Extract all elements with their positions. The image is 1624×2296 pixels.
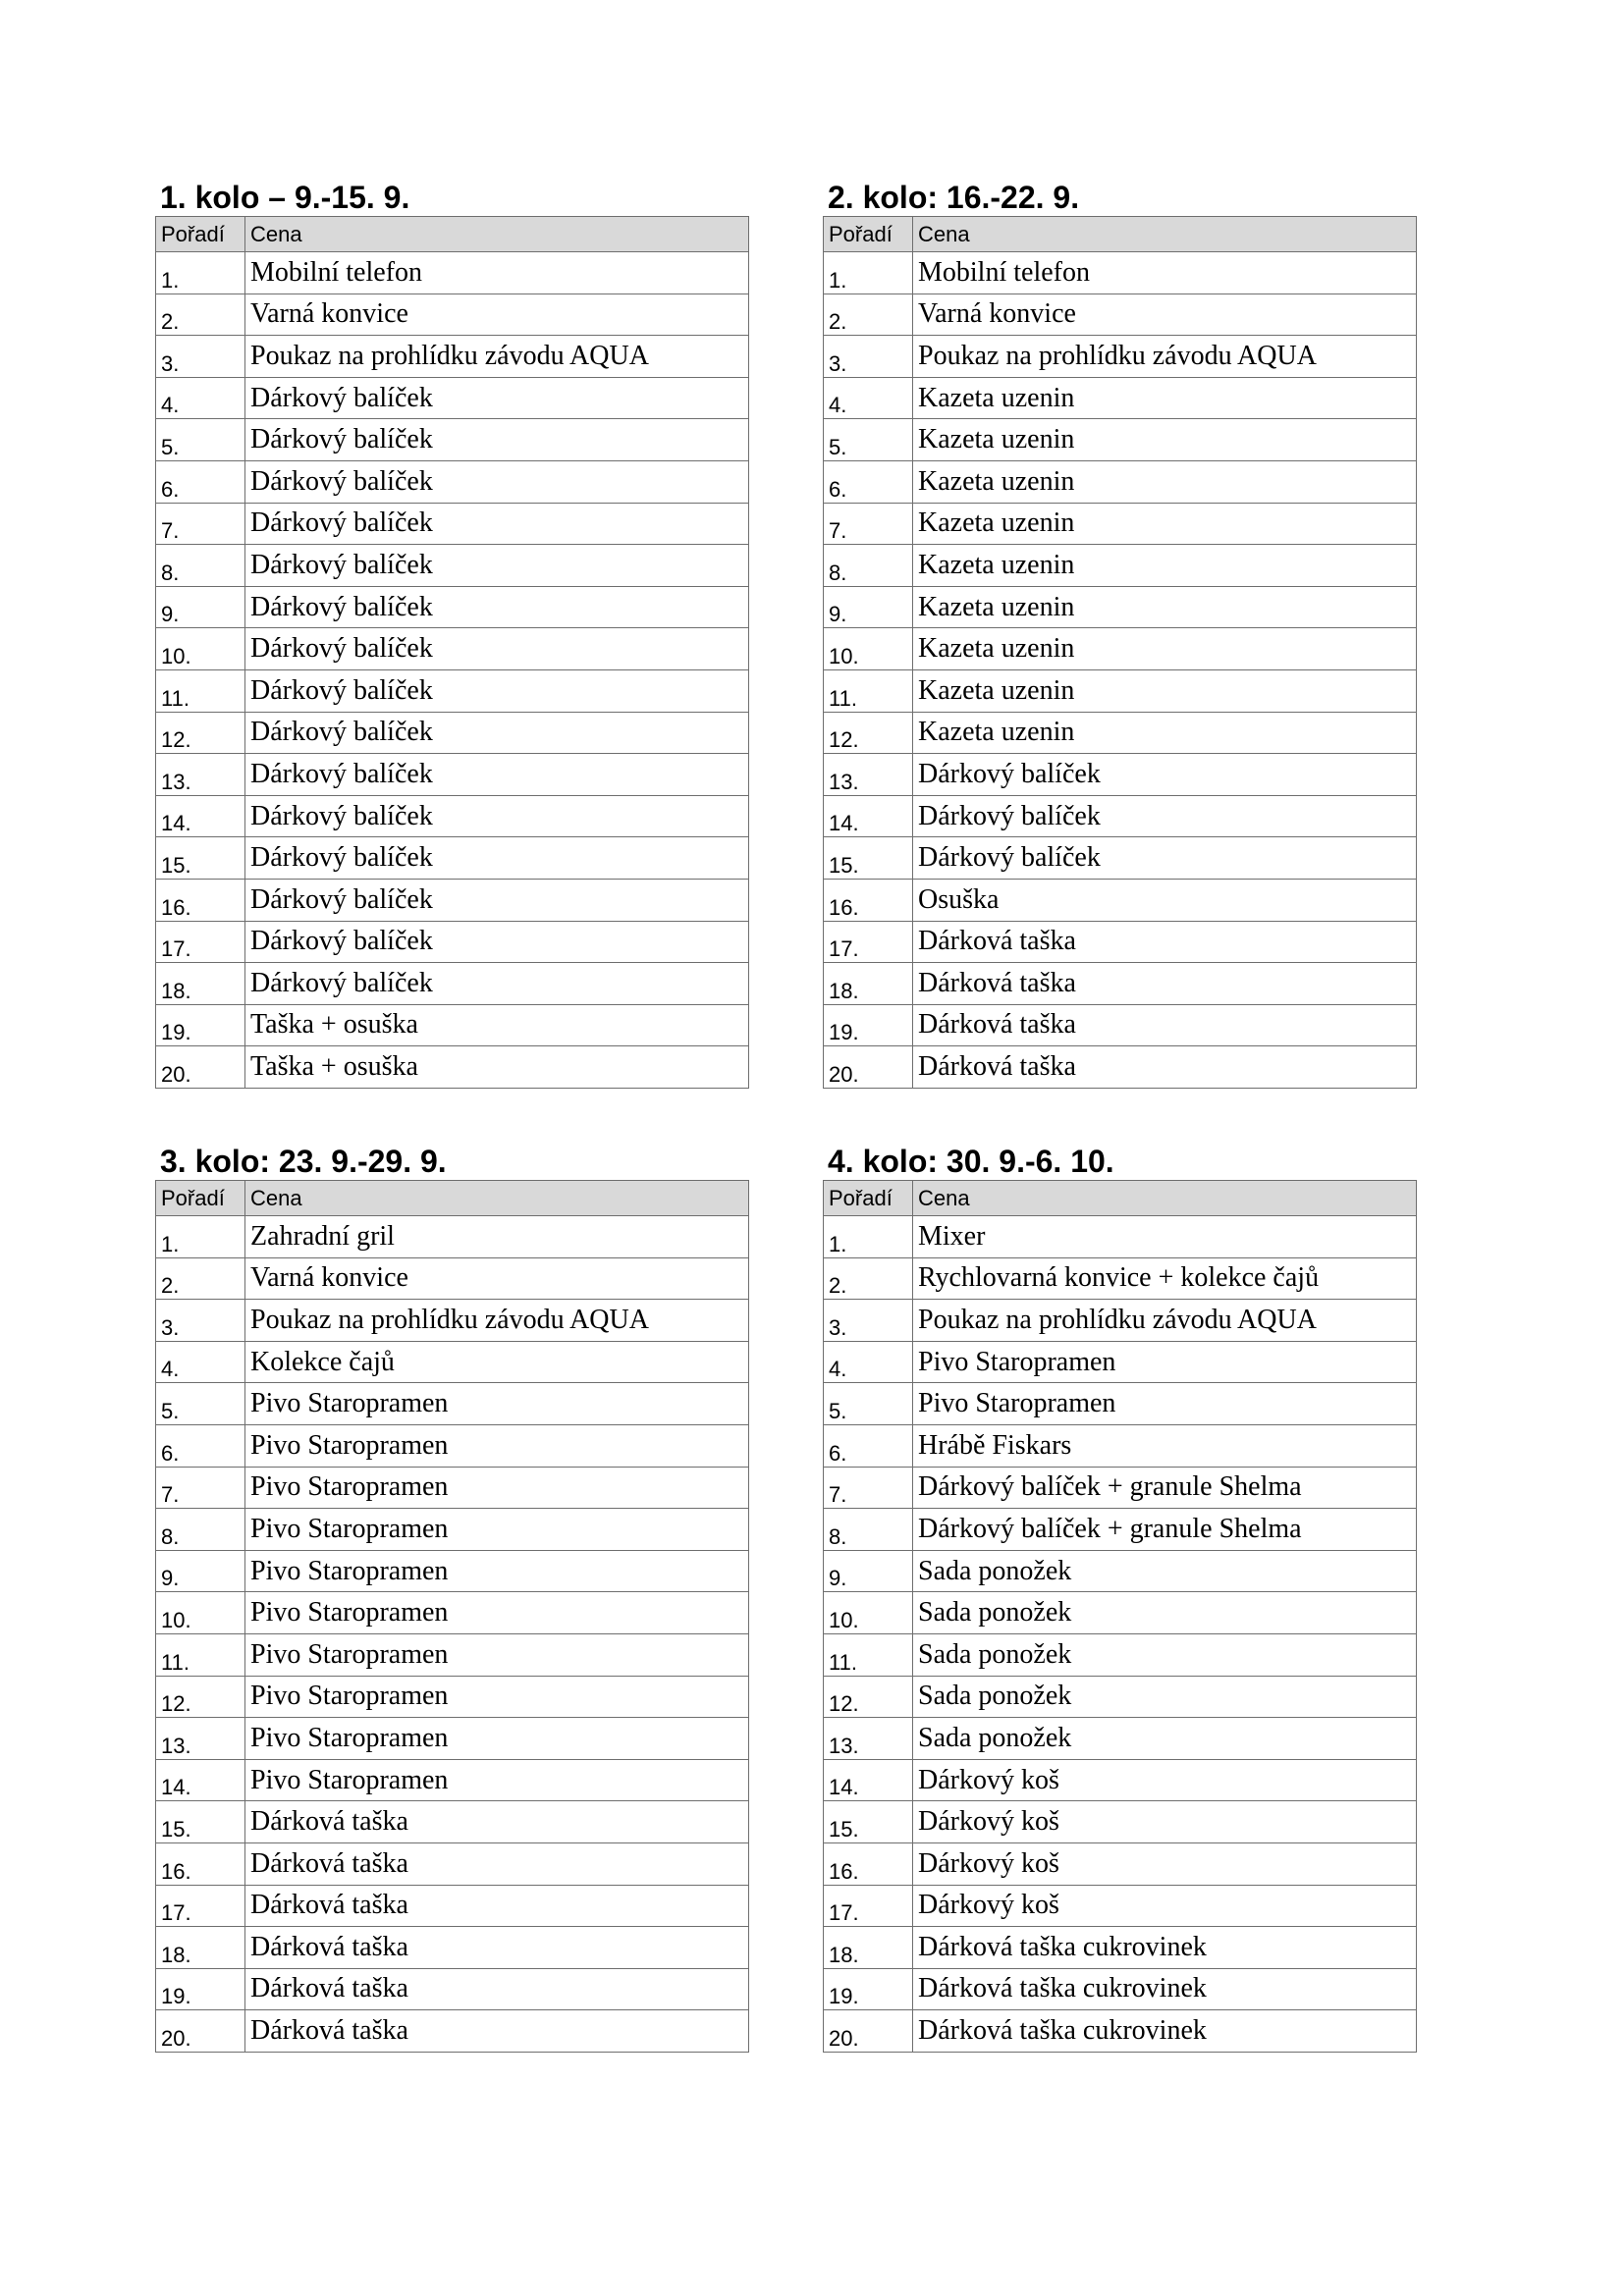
rank-cell: 7. (156, 503, 245, 545)
rank-cell: 12. (156, 1676, 245, 1718)
table-row (824, 1842, 1417, 1885)
round-4-table (823, 1180, 1417, 2053)
rank-cell: 13. (156, 1718, 245, 1760)
table-row (156, 1801, 749, 1843)
rank-cell: 2. (824, 1257, 913, 1300)
table-row (156, 712, 749, 754)
table-row (824, 419, 1417, 461)
prize-cell: Dárkový balíček (245, 419, 749, 461)
rank-column-header: Pořadí (824, 217, 913, 252)
table-header-row (156, 217, 749, 252)
rank-cell: 8. (824, 1509, 913, 1551)
rank-cell: 3. (824, 1300, 913, 1342)
rank-cell: 17. (156, 1885, 245, 1927)
table-row (156, 754, 749, 796)
table-row (156, 503, 749, 545)
rank-cell: 20. (156, 1046, 245, 1089)
prize-cell: Pivo Staropramen (245, 1550, 749, 1592)
table-row (824, 963, 1417, 1005)
prize-cell: Dárkový balíček (245, 879, 749, 921)
prize-cell: Pivo Staropramen (245, 1759, 749, 1801)
prize-cell: Mobilní telefon (913, 252, 1417, 294)
prize-cell: Dárkový koš (913, 1885, 1417, 1927)
prize-cell: Poukaz na prohlídku závodu AQUA (913, 1300, 1417, 1342)
prize-cell: Dárková taška (245, 1842, 749, 1885)
table-row (156, 419, 749, 461)
round-2-table (823, 216, 1417, 1089)
table-row (824, 586, 1417, 628)
prize-cell: Pivo Staropramen (245, 1509, 749, 1551)
prize-cell: Kazeta uzenin (913, 628, 1417, 670)
table-row (156, 879, 749, 921)
prize-cell: Varná konvice (245, 294, 749, 336)
prize-cell: Varná konvice (245, 1257, 749, 1300)
table-row (824, 879, 1417, 921)
prize-cell: Pivo Staropramen (245, 1592, 749, 1634)
rank-cell: 2. (824, 294, 913, 336)
table-row (156, 252, 749, 294)
prize-cell: Sada ponožek (913, 1550, 1417, 1592)
rank-cell: 13. (156, 754, 245, 796)
round-4-title: 4. kolo: 30. 9.-6. 10. (828, 1144, 1114, 1179)
table-row (824, 252, 1417, 294)
prize-cell: Kazeta uzenin (913, 545, 1417, 587)
prize-cell: Dárkový koš (913, 1842, 1417, 1885)
rank-cell: 18. (156, 1927, 245, 1969)
table-row (156, 1592, 749, 1634)
table-row (824, 1550, 1417, 1592)
round-1-title: 1. kolo – 9.-15. 9. (160, 180, 410, 215)
prize-column-header: Cena (913, 217, 1417, 252)
table-row (156, 1842, 749, 1885)
rank-cell: 11. (156, 1633, 245, 1676)
rank-cell: 16. (824, 879, 913, 921)
rank-cell: 3. (156, 1300, 245, 1342)
prize-cell: Pivo Staropramen (913, 1383, 1417, 1425)
table-row (156, 1885, 749, 1927)
table-row (156, 837, 749, 880)
prize-cell: Dárkový balíček + granule Shelma (913, 1467, 1417, 1509)
rank-cell: 7. (824, 503, 913, 545)
rank-cell: 5. (824, 1383, 913, 1425)
round-1-table (155, 216, 749, 1089)
table-row (824, 1676, 1417, 1718)
rank-cell: 15. (156, 1801, 245, 1843)
prize-cell: Sada ponožek (913, 1633, 1417, 1676)
round-2-title: 2. kolo: 16.-22. 9. (828, 180, 1080, 215)
round-2-block (823, 179, 1416, 1089)
prize-cell: Dárkový balíček (245, 377, 749, 419)
table-row (156, 336, 749, 378)
prize-cell: Varná konvice (913, 294, 1417, 336)
rank-cell: 18. (824, 963, 913, 1005)
table-row (824, 1592, 1417, 1634)
prize-cell: Zahradní gril (245, 1216, 749, 1258)
prize-cell: Pivo Staropramen (245, 1676, 749, 1718)
table-row (824, 795, 1417, 837)
rank-cell: 11. (824, 669, 913, 712)
table-row (824, 460, 1417, 503)
prize-cell: Dárkový balíček (245, 837, 749, 880)
rank-cell: 7. (156, 1467, 245, 1509)
table-row (156, 2010, 749, 2053)
rank-cell: 12. (156, 712, 245, 754)
rank-cell: 12. (824, 1676, 913, 1718)
rank-cell: 6. (156, 1424, 245, 1467)
prize-cell: Dárkový balíček (913, 837, 1417, 880)
table-row (156, 795, 749, 837)
rank-cell: 10. (824, 1592, 913, 1634)
table-header-row (156, 1181, 749, 1216)
table-row (156, 1927, 749, 1969)
table-row (156, 1718, 749, 1760)
rank-cell: 5. (156, 1383, 245, 1425)
rank-column-header: Pořadí (156, 217, 245, 252)
table-row (824, 1004, 1417, 1046)
round-1-block (155, 179, 748, 1089)
table-row (156, 1300, 749, 1342)
round-3-title: 3. kolo: 23. 9.-29. 9. (160, 1144, 447, 1179)
round-3-table (155, 1180, 749, 2053)
rank-cell: 15. (824, 837, 913, 880)
prize-cell: Kazeta uzenin (913, 586, 1417, 628)
table-row (824, 1927, 1417, 1969)
table-row (824, 1759, 1417, 1801)
prize-cell: Dárkový balíček (245, 712, 749, 754)
table-row (824, 2010, 1417, 2053)
prize-cell: Kazeta uzenin (913, 419, 1417, 461)
table-row (156, 1633, 749, 1676)
prize-cell: Kazeta uzenin (913, 460, 1417, 503)
rank-cell: 17. (824, 1885, 913, 1927)
rank-cell: 18. (824, 1927, 913, 1969)
table-row (824, 1341, 1417, 1383)
rank-cell: 7. (824, 1467, 913, 1509)
table-row (824, 669, 1417, 712)
prize-cell: Dárkový balíček (245, 669, 749, 712)
table-row (824, 1424, 1417, 1467)
rank-cell: 8. (156, 545, 245, 587)
table-row (824, 712, 1417, 754)
prize-cell: Dárkový balíček (913, 795, 1417, 837)
prize-cell: Dárková taška (245, 1968, 749, 2010)
prize-cell: Dárkový balíček (245, 795, 749, 837)
rank-cell: 13. (824, 754, 913, 796)
table-row (156, 377, 749, 419)
rank-cell: 15. (156, 837, 245, 880)
prize-cell: Dárkový balíček (245, 545, 749, 587)
table-row (824, 1046, 1417, 1089)
rank-cell: 2. (156, 1257, 245, 1300)
table-row (156, 1004, 749, 1046)
rank-cell: 1. (156, 252, 245, 294)
prize-column-header: Cena (245, 1181, 749, 1216)
table-row (156, 460, 749, 503)
table-row (824, 1633, 1417, 1676)
rank-cell: 4. (824, 1341, 913, 1383)
rank-cell: 17. (824, 921, 913, 963)
table-row (156, 1509, 749, 1551)
table-row (824, 294, 1417, 336)
rank-cell: 1. (824, 252, 913, 294)
table-row (824, 1801, 1417, 1843)
prize-cell: Dárkový koš (913, 1759, 1417, 1801)
prize-cell: Hrábě Fiskars (913, 1424, 1417, 1467)
prize-cell: Poukaz na prohlídku závodu AQUA (913, 336, 1417, 378)
table-row (824, 1509, 1417, 1551)
table-row (156, 1759, 749, 1801)
prize-cell: Dárková taška (913, 1004, 1417, 1046)
table-row (156, 545, 749, 587)
table-row (156, 1424, 749, 1467)
table-row (156, 586, 749, 628)
table-row (824, 377, 1417, 419)
table-row (156, 628, 749, 670)
rank-cell: 8. (156, 1509, 245, 1551)
rank-cell: 1. (156, 1216, 245, 1258)
prize-cell: Kazeta uzenin (913, 503, 1417, 545)
prize-cell: Dárkový balíček (245, 586, 749, 628)
table-row (824, 754, 1417, 796)
prize-cell: Dárková taška cukrovinek (913, 2010, 1417, 2053)
rank-cell: 20. (824, 1046, 913, 1089)
rank-cell: 11. (824, 1633, 913, 1676)
table-row (156, 1046, 749, 1089)
prize-cell: Pivo Staropramen (913, 1341, 1417, 1383)
prize-cell: Dárkový balíček (245, 963, 749, 1005)
table-row (824, 1718, 1417, 1760)
table-row (156, 669, 749, 712)
table-row (156, 1676, 749, 1718)
rank-cell: 6. (824, 460, 913, 503)
table-row (824, 1383, 1417, 1425)
prize-cell: Kolekce čajů (245, 1341, 749, 1383)
table-row (156, 1467, 749, 1509)
prize-cell: Sada ponožek (913, 1592, 1417, 1634)
prize-cell: Dárková taška (245, 1927, 749, 1969)
rank-cell: 4. (824, 377, 913, 419)
prize-column-header: Cena (913, 1181, 1417, 1216)
table-header-row (824, 217, 1417, 252)
prize-cell: Dárkový balíček (245, 754, 749, 796)
table-row (156, 294, 749, 336)
prize-cell: Dárková taška (245, 1885, 749, 1927)
rank-cell: 6. (156, 460, 245, 503)
table-row (824, 1968, 1417, 2010)
prize-cell: Dárková taška (245, 1801, 749, 1843)
table-row (824, 1300, 1417, 1342)
rank-cell: 17. (156, 921, 245, 963)
rank-cell: 10. (156, 1592, 245, 1634)
table-row (824, 628, 1417, 670)
rank-column-header: Pořadí (156, 1181, 245, 1216)
table-row (824, 503, 1417, 545)
rank-cell: 12. (824, 712, 913, 754)
rank-cell: 20. (824, 2010, 913, 2053)
round-3-block (155, 1143, 748, 2053)
table-header-row (824, 1181, 1417, 1216)
prize-cell: Mobilní telefon (245, 252, 749, 294)
table-row (156, 1383, 749, 1425)
prize-cell: Pivo Staropramen (245, 1467, 749, 1509)
prize-cell: Taška + osuška (245, 1046, 749, 1089)
rank-cell: 16. (824, 1842, 913, 1885)
table-row (156, 1257, 749, 1300)
rank-cell: 9. (824, 586, 913, 628)
rank-cell: 15. (824, 1801, 913, 1843)
table-row (824, 1257, 1417, 1300)
rank-cell: 19. (156, 1968, 245, 2010)
table-row (156, 921, 749, 963)
table-row (824, 1467, 1417, 1509)
rank-cell: 1. (824, 1216, 913, 1258)
rank-cell: 19. (824, 1968, 913, 2010)
prize-cell: Osuška (913, 879, 1417, 921)
prize-cell: Dárkový balíček (913, 754, 1417, 796)
rank-cell: 6. (824, 1424, 913, 1467)
prize-cell: Dárková taška (913, 921, 1417, 963)
table-row (156, 1550, 749, 1592)
table-row (156, 1216, 749, 1258)
rank-cell: 16. (156, 879, 245, 921)
prize-cell: Kazeta uzenin (913, 712, 1417, 754)
prize-cell: Pivo Staropramen (245, 1633, 749, 1676)
prize-cell: Rychlovarná konvice + kolekce čajů (913, 1257, 1417, 1300)
rank-cell: 4. (156, 1341, 245, 1383)
prize-cell: Sada ponožek (913, 1676, 1417, 1718)
prize-cell: Dárkový balíček (245, 460, 749, 503)
rank-column-header: Pořadí (824, 1181, 913, 1216)
rank-cell: 8. (824, 545, 913, 587)
prize-cell: Dárkový balíček (245, 628, 749, 670)
prize-cell: Dárková taška (913, 1046, 1417, 1089)
table-row (824, 1885, 1417, 1927)
rank-cell: 2. (156, 294, 245, 336)
table-row (824, 921, 1417, 963)
table-row (824, 336, 1417, 378)
rank-cell: 10. (156, 628, 245, 670)
rank-cell: 19. (824, 1004, 913, 1046)
rank-cell: 14. (156, 795, 245, 837)
rank-cell: 16. (156, 1842, 245, 1885)
rank-cell: 5. (824, 419, 913, 461)
rank-cell: 4. (156, 377, 245, 419)
prize-cell: Dárková taška cukrovinek (913, 1968, 1417, 2010)
table-row (156, 963, 749, 1005)
table-row (156, 1968, 749, 2010)
prize-cell: Dárková taška (913, 963, 1417, 1005)
rank-cell: 14. (824, 1759, 913, 1801)
rank-cell: 9. (156, 1550, 245, 1592)
table-row (824, 837, 1417, 880)
prize-cell: Kazeta uzenin (913, 669, 1417, 712)
rank-cell: 3. (156, 336, 245, 378)
rank-cell: 13. (824, 1718, 913, 1760)
rank-cell: 14. (824, 795, 913, 837)
prize-cell: Dárková taška cukrovinek (913, 1927, 1417, 1969)
prize-cell: Pivo Staropramen (245, 1718, 749, 1760)
rank-cell: 14. (156, 1759, 245, 1801)
prize-cell: Pivo Staropramen (245, 1383, 749, 1425)
rank-cell: 20. (156, 2010, 245, 2053)
rank-cell: 5. (156, 419, 245, 461)
rank-cell: 9. (824, 1550, 913, 1592)
prize-cell: Kazeta uzenin (913, 377, 1417, 419)
prize-cell: Dárkový balíček + granule Shelma (913, 1509, 1417, 1551)
prize-cell: Dárkový koš (913, 1801, 1417, 1843)
rank-cell: 10. (824, 628, 913, 670)
round-4-block (823, 1143, 1416, 2053)
prize-column-header: Cena (245, 217, 749, 252)
rank-cell: 19. (156, 1004, 245, 1046)
prize-cell: Mixer (913, 1216, 1417, 1258)
prize-cell: Dárkový balíček (245, 921, 749, 963)
prize-cell: Taška + osuška (245, 1004, 749, 1046)
rank-cell: 9. (156, 586, 245, 628)
prize-cell: Sada ponožek (913, 1718, 1417, 1760)
prize-cell: Pivo Staropramen (245, 1424, 749, 1467)
prize-cell: Poukaz na prohlídku závodu AQUA (245, 1300, 749, 1342)
prize-cell: Dárkový balíček (245, 503, 749, 545)
table-row (824, 1216, 1417, 1258)
prize-cell: Poukaz na prohlídku závodu AQUA (245, 336, 749, 378)
rank-cell: 3. (824, 336, 913, 378)
rank-cell: 18. (156, 963, 245, 1005)
rank-cell: 11. (156, 669, 245, 712)
table-row (824, 545, 1417, 587)
prize-cell: Dárková taška (245, 2010, 749, 2053)
table-row (156, 1341, 749, 1383)
